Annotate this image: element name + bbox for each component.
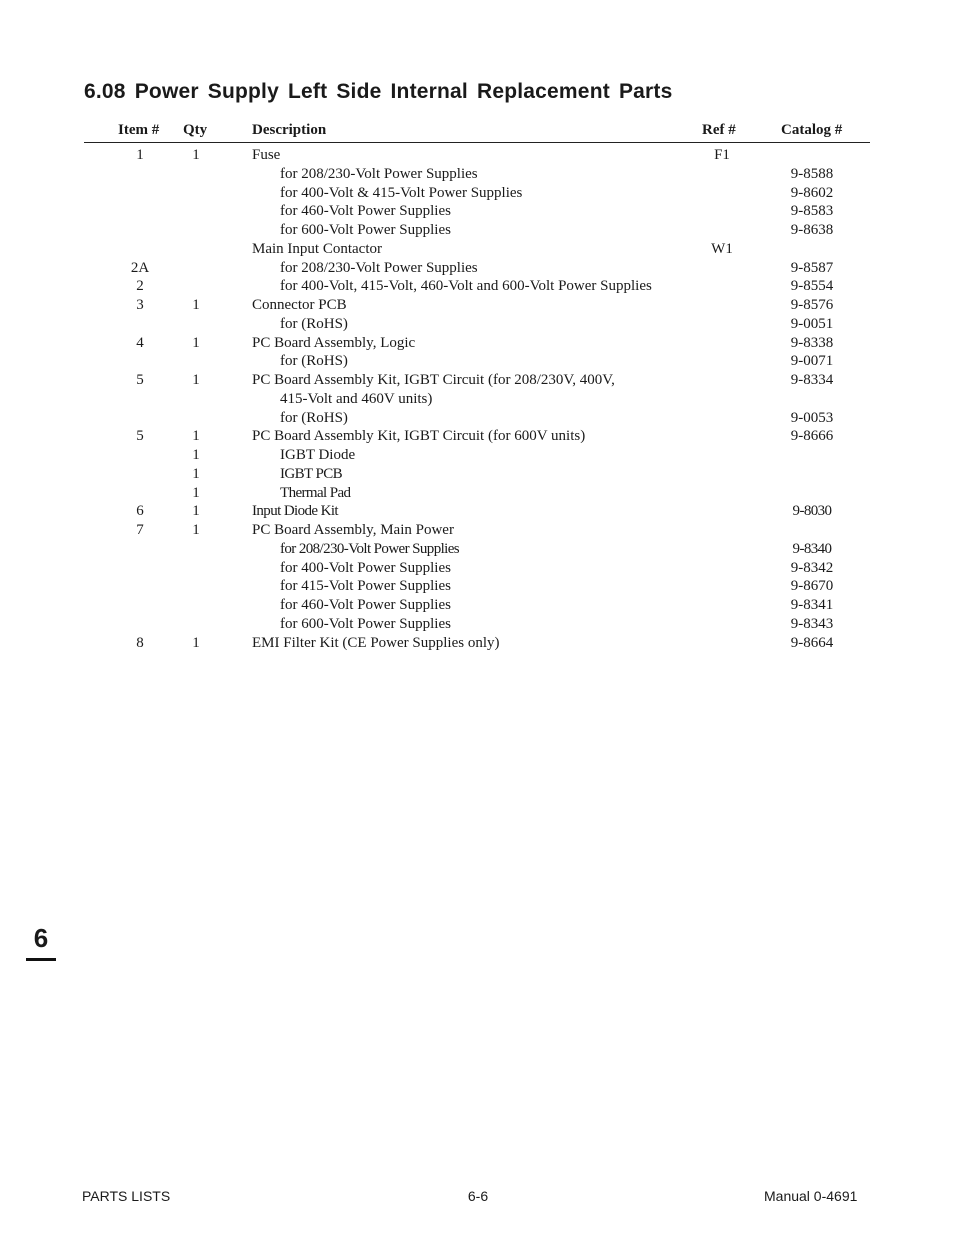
catalog-number: 9-0051	[790, 315, 834, 332]
table-row	[0, 315, 954, 334]
table-row	[0, 221, 954, 240]
table-row	[0, 409, 954, 428]
table-row	[0, 559, 954, 578]
catalog-number: 9-8638	[790, 222, 834, 238]
item-number: 3	[136, 297, 144, 313]
table-row	[0, 259, 954, 278]
table-row	[0, 465, 954, 484]
header-rule	[84, 142, 870, 143]
description: for 400-Volt & 415-Volt Power Supplies	[280, 184, 523, 201]
description: EMI Filter Kit (CE Power Supplies only)	[252, 634, 500, 651]
catalog-number: 9-8343	[790, 615, 834, 632]
description: IGBT Diode	[280, 447, 356, 463]
catalog-number: 9-8588	[790, 165, 834, 182]
description: for (RoHS)	[280, 353, 348, 370]
table-row	[0, 521, 954, 540]
description: Fuse	[252, 147, 281, 163]
quantity: 1	[192, 634, 200, 651]
description: PC Board Assembly, Logic	[252, 334, 416, 351]
header-catalog: Catalog #	[781, 122, 843, 138]
description: for 460-Volt Power Supplies	[280, 597, 451, 613]
description: Main Input Contactor	[252, 240, 382, 257]
table-row	[0, 615, 954, 634]
footer-page-number: 6-6	[467, 1188, 489, 1204]
item-number: 8	[136, 634, 144, 651]
catalog-number: 9-8342	[790, 559, 834, 576]
quantity: 1	[192, 465, 200, 482]
quantity: 1	[192, 297, 200, 313]
description: for 600-Volt Power Supplies	[280, 222, 451, 238]
catalog-number: 9-8670	[790, 578, 834, 595]
catalog-number: 9-0053	[790, 409, 834, 426]
table-row	[0, 371, 954, 390]
header-item: Item #	[118, 122, 160, 138]
catalog-number: 9-8666	[790, 428, 834, 445]
catalog-number: 9-8576	[790, 297, 834, 313]
table-row	[0, 334, 954, 353]
item-number: 2A	[130, 259, 150, 276]
table-row	[0, 577, 954, 596]
description: for (RoHS)	[280, 315, 348, 332]
description: for 208/230-Volt Power Supplies	[280, 165, 478, 182]
table-row	[0, 427, 954, 446]
table-row	[0, 277, 954, 296]
description: for 600-Volt Power Supplies	[280, 615, 451, 632]
footer-section-name: PARTS LISTS	[82, 1188, 171, 1204]
description: for 208/230-Volt Power Supplies	[280, 259, 478, 276]
description: 415-Volt and 460V units)	[280, 390, 433, 407]
reference: F1	[714, 147, 730, 163]
catalog-number: 9-8664	[790, 634, 834, 651]
description: for (RoHS)	[280, 409, 348, 426]
table-row	[0, 484, 954, 503]
catalog-number: 9-8602	[790, 184, 834, 201]
description: Connector PCB	[252, 297, 347, 313]
description: for 208/230-Volt Power Supplies	[280, 540, 460, 557]
quantity: 1	[192, 334, 200, 351]
quantity: 1	[192, 447, 200, 463]
quantity: 1	[192, 372, 200, 388]
catalog-number: 9-8341	[790, 597, 834, 613]
table-row	[0, 446, 954, 465]
table-row	[0, 352, 954, 371]
catalog-number: 9-8583	[790, 203, 834, 220]
description: IGBT PCB	[280, 465, 343, 482]
quantity: 1	[192, 522, 200, 538]
section-title: 6.08 Power Supply Left Side Internal Replacement Parts	[84, 80, 673, 103]
table-row	[0, 202, 954, 221]
table-row	[0, 240, 954, 259]
header-ref: Ref #	[702, 122, 736, 138]
table-row	[0, 540, 954, 559]
quantity: 1	[192, 147, 200, 163]
description: Input Diode Kit	[252, 503, 338, 520]
item-number: 1	[136, 147, 144, 163]
table-row	[0, 296, 954, 315]
reference: W1	[711, 240, 733, 257]
header-description: Description	[252, 122, 327, 138]
header-qty: Qty	[183, 122, 208, 138]
footer-manual-number: Manual 0-4691	[764, 1188, 858, 1204]
catalog-number: 9-8030	[792, 503, 832, 520]
table-row	[0, 596, 954, 615]
catalog-number: 9-8554	[790, 278, 834, 295]
table-row	[0, 184, 954, 203]
description: PC Board Assembly, Main Power	[252, 522, 454, 538]
item-number: 4	[136, 334, 144, 351]
description: PC Board Assembly Kit, IGBT Circuit (for 600V units)	[252, 428, 586, 445]
quantity: 1	[192, 484, 200, 501]
description: for 415-Volt Power Supplies	[280, 578, 451, 595]
item-number: 5	[136, 372, 144, 388]
catalog-number: 9-8338	[790, 334, 834, 351]
description: for 400-Volt, 415-Volt, 460-Volt and 600-Volt Power Supplies	[280, 278, 652, 295]
description: for 400-Volt Power Supplies	[280, 559, 451, 576]
catalog-number: 9-8334	[790, 372, 834, 388]
table-row	[0, 165, 954, 184]
quantity: 1	[192, 503, 200, 520]
quantity: 1	[192, 428, 200, 445]
item-number: 6	[136, 503, 144, 520]
item-number: 5	[136, 428, 144, 445]
chapter-tab: 6	[26, 922, 56, 961]
description: Thermal Pad	[280, 484, 351, 501]
item-number: 2	[136, 278, 144, 295]
table-row	[0, 146, 954, 165]
table-row	[0, 502, 954, 521]
catalog-number: 9-8340	[792, 540, 832, 557]
table-row	[0, 390, 954, 409]
catalog-number: 9-8587	[790, 259, 834, 276]
catalog-number: 9-0071	[790, 353, 834, 370]
description: PC Board Assembly Kit, IGBT Circuit (for 208/230V, 400V,	[252, 372, 615, 388]
item-number: 7	[136, 522, 144, 538]
description: for 460-Volt Power Supplies	[280, 203, 451, 220]
table-row	[0, 634, 954, 653]
